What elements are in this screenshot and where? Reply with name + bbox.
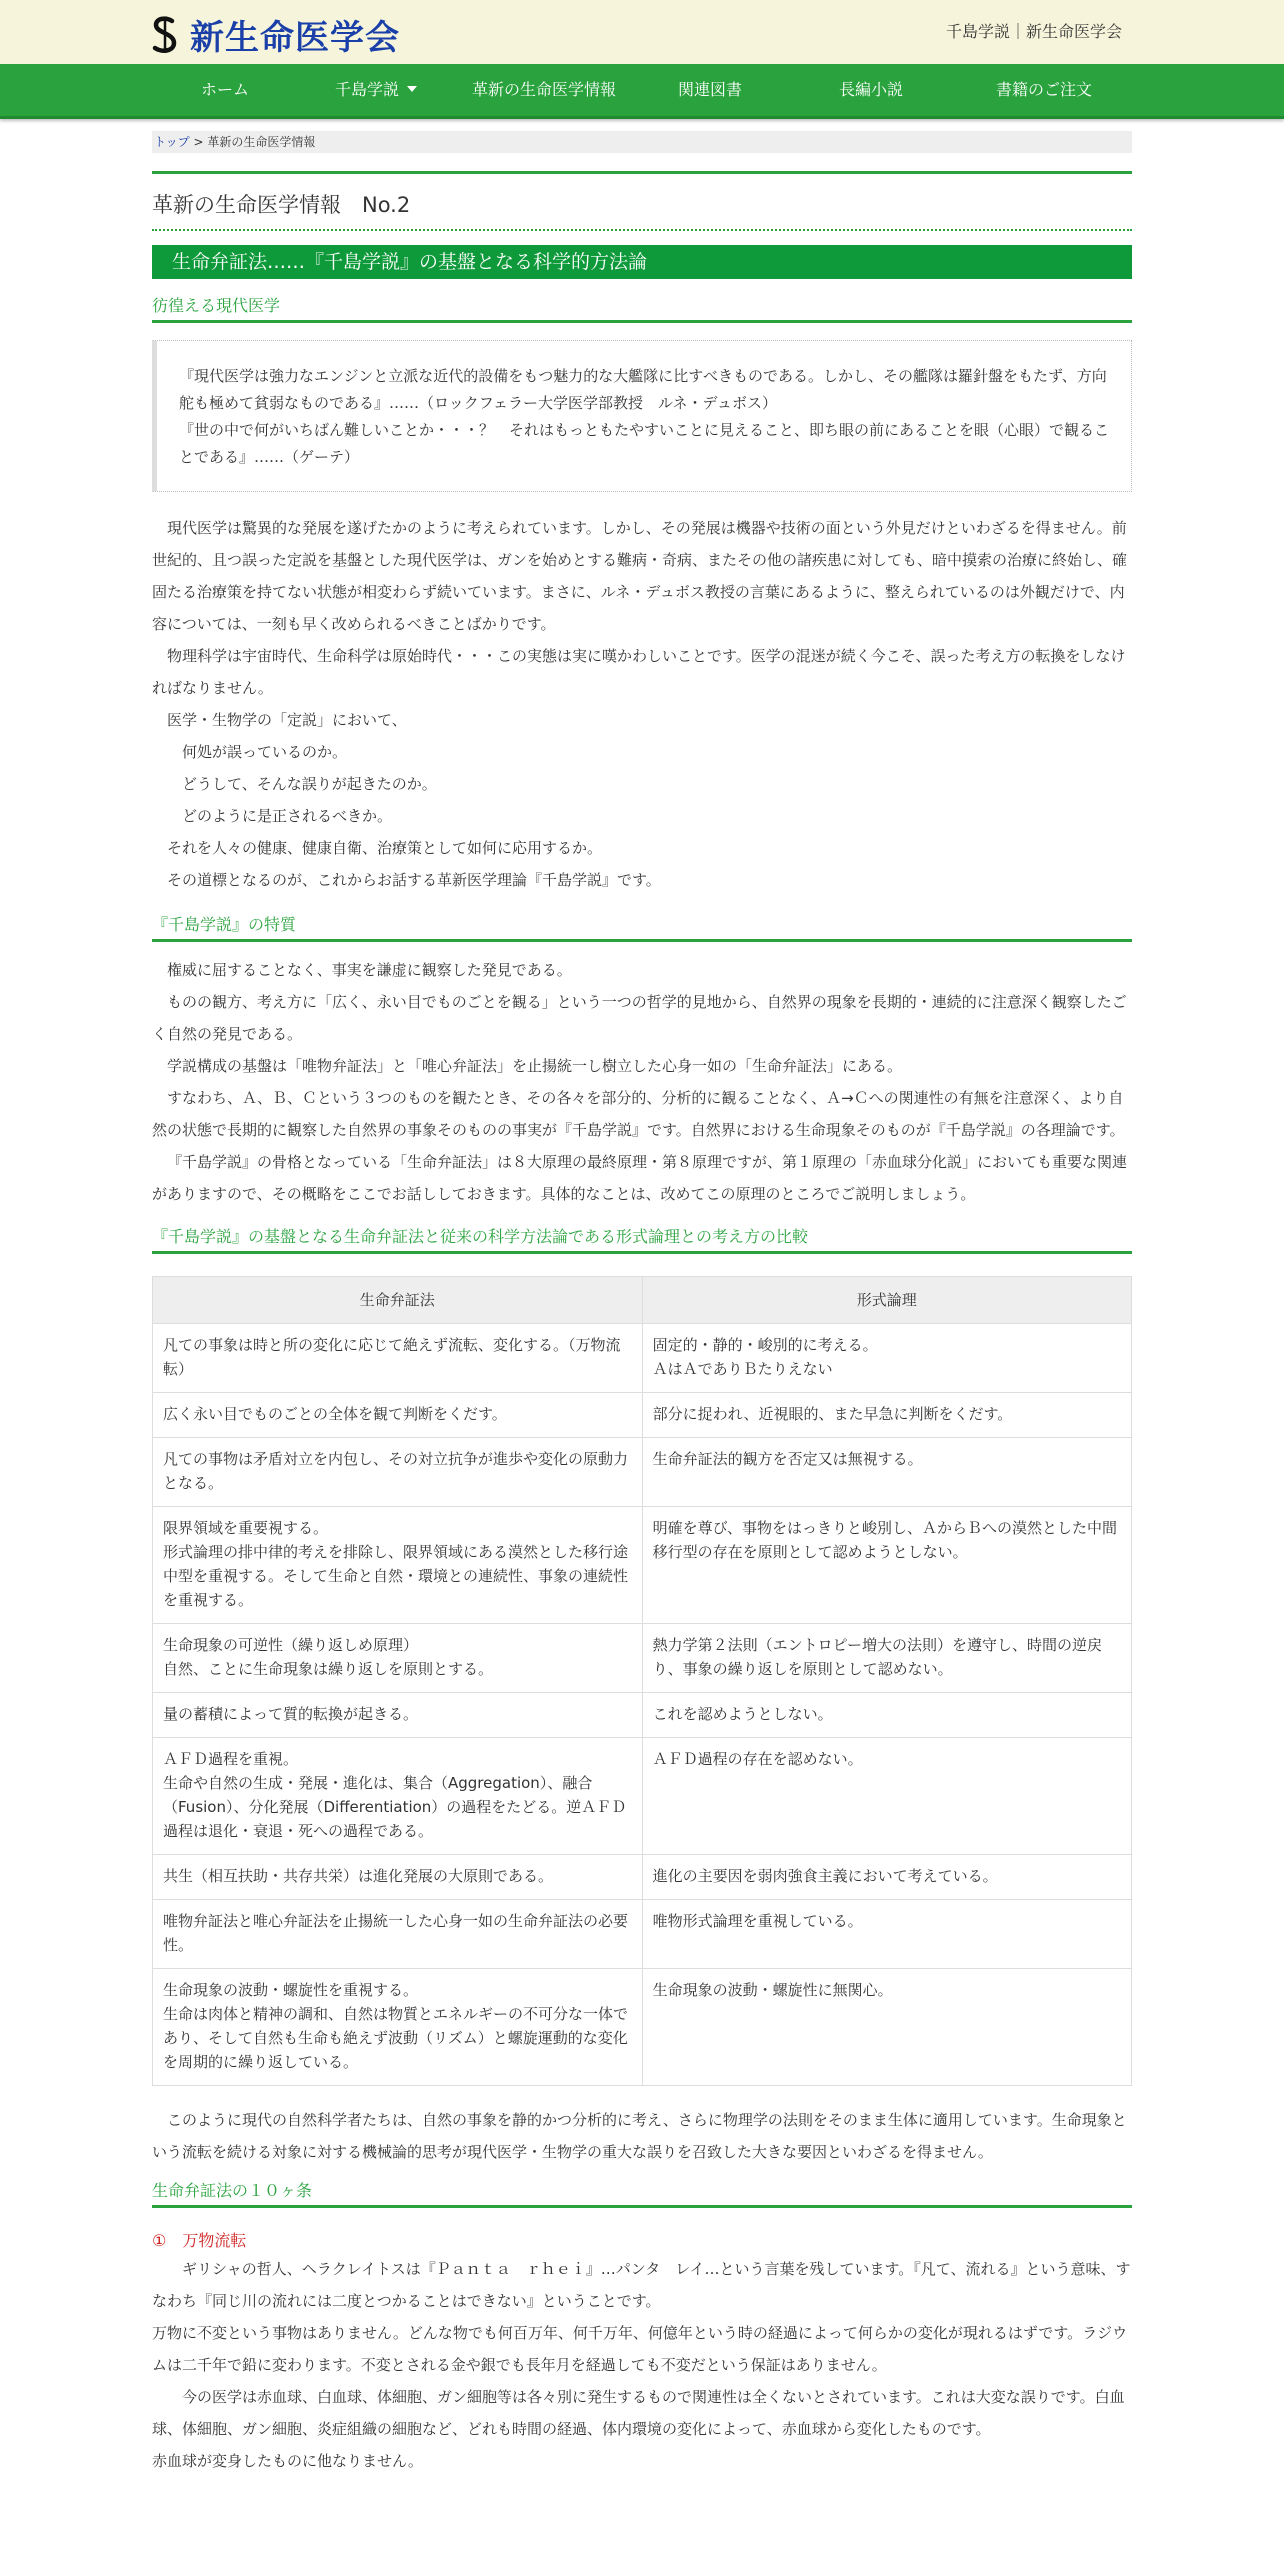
section-body-characteristics	[152, 954, 1132, 1210]
paragraph: その道標となるのが、これからお話する革新医学理論『千島学説』です。	[167, 871, 661, 890]
table-cell: 生命現象の波動・螺旋性を重視する。 生命は肉体と精神の調和、自然は物質とエネルギーの不可分な一体であり、そして自然も生命も絶えず波動（リズム）と螺旋運動的な変化を周期的に繰り返している。	[153, 1969, 643, 2086]
nav-item-medical-info[interactable]: 革新の生命医学情報	[471, 80, 616, 99]
table-cell: 唯物弁証法と唯心弁証法を止揚統一した心身一如の生命弁証法の必要性。	[153, 1900, 643, 1969]
section-heading-comparison: 『千島学説』の基盤となる生命弁証法と従来の科学方法論である形式論理との考え方の比較	[152, 1224, 1132, 1254]
table-header-row	[153, 1277, 1132, 1324]
table-cell: 生命現象の可逆性（繰り返しめ原理） 自然、ことに生命現象は繰り返しを原則とする。	[153, 1624, 643, 1693]
paragraph: 医学・生物学の「定説」において、	[167, 711, 407, 730]
table-cell: 凡ての事象は時と所の変化に応じて絶えず流転、変化する。（万物流転）	[153, 1324, 643, 1393]
section-heading-ten-articles: 生命弁証法の１０ヶ条	[152, 2178, 1132, 2208]
breadcrumb-separator: >	[189, 135, 208, 149]
paragraph: 今の医学は赤血球、白血球、体細胞、ガン細胞等は各々別に発生するもので関連性は全くないとされています。これは大変な誤りです。白血球、体細胞、ガン細胞、炎症組織の細胞など、どれも時間の経過、体内環境の変化によって、赤血球から変化したものです。	[152, 2388, 1125, 2439]
table-row	[153, 1855, 1132, 1900]
table-cell: 熱力学第２法則（エントロピー増大の法則）を遵守し、時間の逆戻り、事象の繰り返しを原則として認めない。	[642, 1624, 1131, 1693]
nav-item-chishima-theory[interactable]: 千島学説	[298, 64, 454, 116]
table-row	[153, 1507, 1132, 1624]
table-header-cell: 生命弁証法	[153, 1277, 643, 1324]
top-header	[0, 0, 1284, 64]
chevron-down-icon	[407, 86, 417, 92]
table-row	[153, 1324, 1132, 1393]
main-nav	[0, 64, 1284, 119]
breadcrumb-current: 革新の生命医学情報	[207, 135, 316, 149]
main-content	[152, 131, 1132, 2477]
table-cell: 凡ての事物は矛盾対立を内包し、その対立抗争が進歩や変化の原動力となる。	[153, 1438, 643, 1507]
paragraph: 何処が誤っているのか。	[182, 743, 348, 762]
table-row	[153, 1693, 1132, 1738]
section-heading-modern-medicine: 彷徨える現代医学	[152, 293, 1132, 323]
logo-text: 新生命医学会	[190, 18, 400, 58]
table-cell: 明確を尊び、事物をはっきりと峻別し、ＡからＢへの漠然とした中間移行型の存在を原則として認めようとしない。	[642, 1507, 1131, 1624]
paragraph: 『千島学説』の骨格となっている「生命弁証法」は８大原理の最終原理・第８原理ですが、第１原理の「赤血球分化説」においても重要な関連がありますので、その概略をここでお話ししておきます。具体的なことは、改めてこの原理のところでご説明しましょう。	[152, 1153, 1128, 1204]
section-heading-characteristics: 『千島学説』の特質	[152, 912, 1132, 942]
quote-goethe: 『世の中で何がいちばん難しいことか・・・？ それはもっともたやすいことに見えること、即ち眼の前にあることを眼（心眼）で観ることである』……（ゲーテ）	[179, 421, 1110, 467]
header-site-links[interactable]: 千島学説｜新生命医学会	[945, 22, 1122, 41]
table-cell: 広く永い目でものごとの全体を観て判断をくだす。	[153, 1393, 643, 1438]
table-row	[153, 1738, 1132, 1855]
article-heading-panta-rhei: ① 万物流転	[152, 2231, 247, 2251]
section-body-panta-rhei	[152, 2253, 1132, 2477]
paragraph: どのように是正されるべきか。	[182, 807, 393, 826]
table-header-cell: 形式論理	[642, 1277, 1131, 1324]
nav-item-novel[interactable]: 長編小説	[838, 80, 903, 99]
paragraph: それを人々の健康、健康自衛、治療策として如何に応用するか。	[167, 839, 603, 858]
quote-dubos: 『現代医学は強力なエンジンと立派な近代的設備をもつ魅力的な大艦隊に比すべきものである。しかし、その艦隊は羅針盤をもたず、方向舵も極めて貧弱なものである』……（ロックフェラー大学医学部教授 ルネ・デュボス）	[179, 367, 1107, 413]
table-cell: 進化の主要因を弱肉強食主義において考えている。	[642, 1855, 1131, 1900]
paragraph: 学説構成の基盤は「唯物弁証法」と「唯心弁証法」を止揚統一し樹立した心身一如の「生命弁証法」にある。	[167, 1057, 903, 1076]
table-row	[153, 1624, 1132, 1693]
table-row	[153, 1393, 1132, 1438]
table-cell: 部分に捉われ、近視眼的、また早急に判断をくだす。	[642, 1393, 1131, 1438]
paragraph: このように現代の自然科学者たちは、自然の事象を静的かつ分析的に考え、さらに物理学の法則をそのまま生体に適用しています。生命現象という流転を続ける対象に対する機械論的思考が現代医学・生物学の重大な誤りを召致した大きな要因といわざるを得ません。	[152, 2111, 1127, 2162]
nav-item-related-books[interactable]: 関連図書	[677, 80, 742, 99]
paragraph: 万物に不変という事物はありません。どんな物でも何百万年、何千万年、何億年という時の経過によって何らかの変化が現れるはずです。ラジウムは二千年で鉛に変わります。不変とされる金や銀でも長年月を経過しても不変だという保証はありません。	[152, 2324, 1128, 2375]
table-row	[153, 1438, 1132, 1507]
paragraph: 権威に屈することなく、事実を謙虚に観察した発見である。	[167, 961, 572, 980]
paragraph: 赤血球が変身したものに他なりません。	[152, 2452, 423, 2471]
table-cell: これを認めようとしない。	[642, 1693, 1131, 1738]
section-body-comparison-summary	[152, 2104, 1132, 2168]
table-cell: 共生（相互扶助・共存共栄）は進化発展の大原則である。	[153, 1855, 643, 1900]
section-body-modern-medicine	[152, 512, 1132, 896]
page-title: 革新の生命医学情報 No.2	[152, 171, 1132, 231]
logo-mark-icon	[150, 15, 180, 55]
article-banner: 生命弁証法……『千島学説』の基盤となる科学的方法論	[152, 245, 1132, 279]
table-row	[153, 1969, 1132, 2086]
table-row	[153, 1900, 1132, 1969]
breadcrumb-home-link[interactable]: トップ	[154, 135, 190, 149]
quote-block	[152, 340, 1132, 492]
paragraph: ものの観方、考え方に「広く、永い目でものごとを観る」という一つの哲学的見地から、自然界の現象を長期的・連続的に注意深く観察したごく自然の発見である。	[152, 993, 1127, 1044]
paragraph: すなわち、Ａ、Ｂ、Ｃという３つのものを観たとき、その各々を部分的、分析的に観ることなく、Ａ→Ｃへの関連性の有無を注意深く、より自然の状態で長期的に観察した自然界の事象そのものの事実が『千島学説』です。自然界における生命現象そのものが『千島学説』の各理論です。	[152, 1089, 1125, 1140]
table-cell: 唯物形式論理を重視している。	[642, 1900, 1131, 1969]
table-cell: ＡＦＤ過程の存在を認めない。	[642, 1738, 1131, 1855]
table-cell: 固定的・静的・峻別的に考える。 ＡはＡでありＢたりえない	[642, 1324, 1131, 1393]
table-cell: 量の蓄積によって質的転換が起きる。	[153, 1693, 643, 1738]
table-cell: 生命現象の波動・螺旋性に無関心。	[642, 1969, 1131, 2086]
table-cell: ＡＦＤ過程を重視。 生命や自然の生成・発展・進化は、集合（Aggregation）、融合（Fusion）、分化発展（Differentiation）の過程をたどる。逆ＡＦＤ過程は退化・衰退・死への過程である。	[153, 1738, 643, 1855]
table-cell: 生命弁証法的観方を否定又は無視する。	[642, 1438, 1131, 1507]
paragraph: ギリシャの哲人、ヘラクレイトスは『Ｐａｎｔａ ｒｈｅｉ』…パンタ レイ…という言葉を残しています。『凡て、流れる』という意味、すなわち『同じ川の流れには二度とつかることはできない』ということです。	[152, 2260, 1131, 2311]
breadcrumb	[152, 131, 1132, 153]
paragraph: 現代医学は驚異的な発展を遂げたかのように考えられています。しかし、その発展は機器や技術の面という外見だけといわざるを得ません。前世紀的、且つ誤った定説を基盤とした現代医学は、ガンを始めとする難病・奇病、またその他の諸疾患に対しても、暗中摸索の治療に終始し、確固たる治療策を持てない状態が相変わらず続いています。まさに、ルネ・デュボス教授の言葉にあるように、整えられているのは外観だけで、内容については、一刻も早く改められるべきことばかりです。	[152, 519, 1128, 634]
nav-item-book-order[interactable]: 書籍のご注文	[995, 80, 1092, 99]
nav-item-home[interactable]: ホーム	[200, 80, 249, 99]
table-cell: 限界領域を重要視する。 形式論理の排中律的考えを排除し、限界領域にある漠然とした移行途中型を重視する。そして生命と自然・環境との連続性、事象の連続性を重視する。	[153, 1507, 643, 1624]
paragraph: どうして、そんな誤りが起きたのか。	[182, 775, 437, 794]
comparison-table	[152, 1276, 1132, 2086]
paragraph: 物理科学は宇宙時代、生命科学は原始時代・・・この実態は実に嘆かわしいことです。医学の混迷が続く今こそ、誤った考え方の転換をしなければなりません。	[152, 647, 1126, 698]
site-logo[interactable]	[150, 10, 400, 59]
